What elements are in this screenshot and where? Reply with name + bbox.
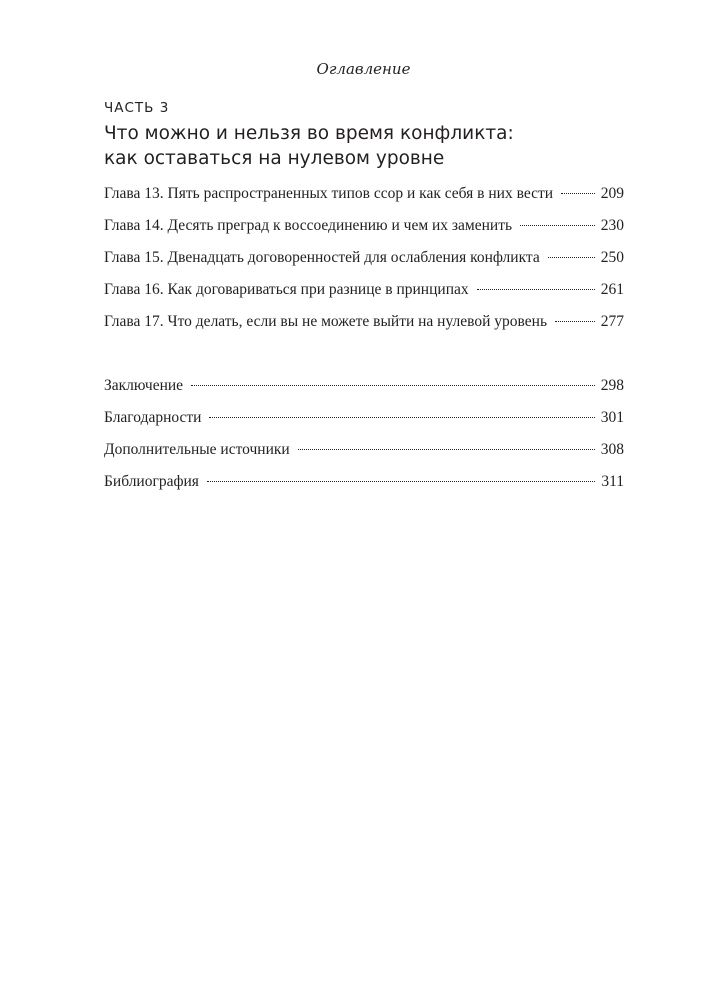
toc-entry-title: Благодарности: [104, 409, 202, 426]
toc-entry-page: 311: [601, 473, 624, 490]
toc-entry-page: 250: [600, 249, 624, 266]
toc-entry-title: Глава 13. Пять распространенных типов ссор и как себя в них вести: [104, 185, 554, 202]
toc-entry-title: Глава 16. Как договариваться при разнице в принципах: [104, 281, 469, 298]
toc-entry-conclusion: [104, 377, 624, 409]
dot-leader: [209, 417, 594, 418]
toc-entry-page: 209: [600, 185, 624, 202]
dot-leader: [520, 225, 595, 226]
dot-leader: [298, 449, 595, 450]
dot-leader: [477, 289, 595, 290]
toc-entry-title: Глава 15. Двенадцать договоренностей для ослабления конфликта: [104, 249, 540, 266]
dot-leader: [548, 257, 595, 258]
dot-leader: [191, 385, 595, 386]
dot-leader: [555, 321, 595, 322]
toc-entry-chapter-13: [104, 185, 624, 217]
toc-entry-title: Глава 14. Десять преград к воссоединению и чем их заменить: [104, 217, 513, 234]
part-title-line-2: как оставаться на нулевом уровне: [104, 148, 445, 169]
toc-entry-title: Библиография: [104, 473, 199, 490]
toc-entry-page: 277: [600, 313, 624, 330]
toc-entry-page: 308: [600, 441, 624, 458]
toc-entry-title: Заключение: [104, 377, 184, 394]
toc-entry-chapter-16: [104, 281, 624, 313]
toc-entry-acknowledgements: [104, 409, 624, 441]
toc-entry-chapter-14: [104, 217, 624, 249]
dot-leader: [561, 193, 595, 194]
part-title-line-1: Что можно и нельзя во время конфликта:: [104, 123, 514, 144]
backmatter-list: [104, 377, 624, 505]
toc-entry-page: 298: [600, 377, 624, 394]
part-label: ЧАСТЬ 3: [104, 100, 170, 116]
toc-entry-title: Дополнительные источники: [104, 441, 290, 458]
running-head: Оглавление: [316, 60, 411, 78]
toc-entry-page: 230: [600, 217, 624, 234]
toc-entry-page: 261: [600, 281, 624, 298]
toc-entry-title: Глава 17. Что делать, если вы не можете выйти на нулевой уровень: [104, 313, 548, 330]
toc-entry-bibliography: [104, 473, 624, 505]
part-title: [104, 121, 624, 171]
toc-entry-chapter-15: [104, 249, 624, 281]
toc-entry-chapter-17: [104, 313, 624, 345]
chapter-list: [104, 185, 624, 345]
toc-entry-additional-sources: [104, 441, 624, 473]
toc-entry-page: 301: [600, 409, 624, 426]
dot-leader: [207, 481, 595, 482]
